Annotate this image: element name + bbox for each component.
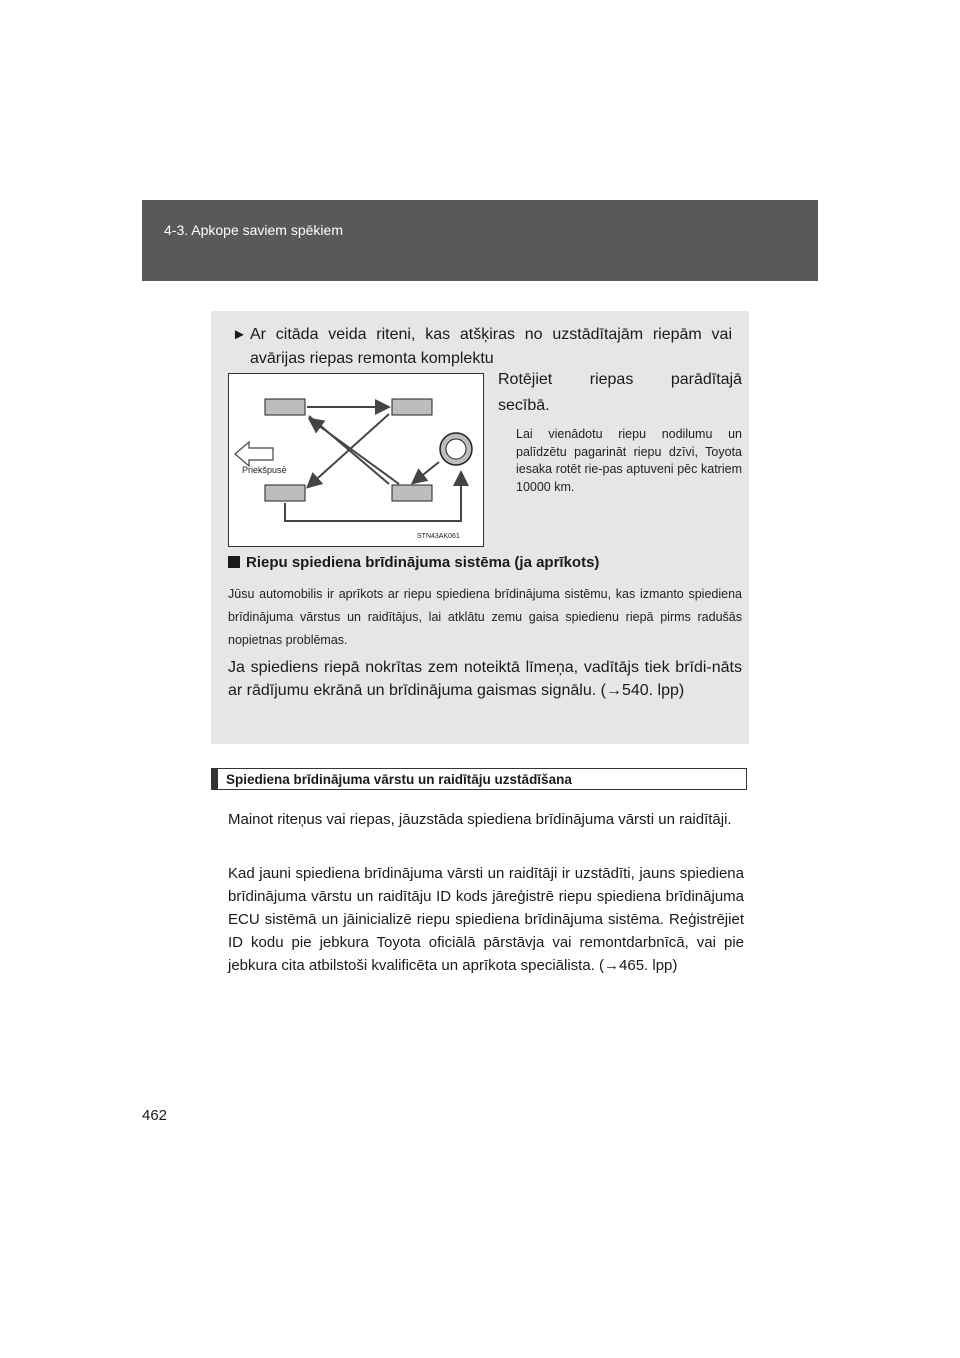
- header-band: [142, 200, 818, 281]
- triangle-bullet-icon: ►: [232, 326, 247, 343]
- arrow-spare-to-rr: [414, 462, 439, 482]
- bullet-item: [232, 323, 732, 371]
- body-paragraph-2: Kad jauni spiediena brīdinājuma vārsti un raidītāji ir uzstādīti, jauns spiediena brīdinājuma vārstu un raidītāju ID kods jāreģistrē riepu spiediena brīdinājuma ECU sistēmā un jāinicializē riepu spiediena brīdinājuma sistēma. Reģistrējiet ID kodu pie jebkura Toyota oficiālā pārstāvja vai remontdarbnīcā, vai pie jebkura cita atbilstoši kvalificēta un aprīkota speciālista. (→465. lpp): [228, 865, 744, 974]
- front-left-tire: [265, 399, 305, 415]
- rear-left-tire: [265, 485, 305, 501]
- arrow-rl-to-spare: [285, 474, 461, 521]
- rotation-instruction: [498, 367, 742, 419]
- rotation-diagram-svg: [229, 374, 483, 546]
- rotation-note: Lai vienādotu riepu nodilumu un palīdzētu pagarināt riepu dzīvi, Toyota iesaka rotēt rie-pas aptuveni pēc katriem 10000 km.: [516, 427, 742, 494]
- arrow-fr-to-rl: [309, 414, 389, 486]
- rotation-instruction-line2: secībā.: [498, 397, 550, 414]
- arrow-rr-to-fl: [311, 420, 399, 484]
- front-direction-arrow-icon: [235, 442, 273, 466]
- tpws-subheading-text: Riepu spiediena brīdinājuma sistēma (ja aprīkots): [246, 554, 600, 571]
- spare-tire-hub: [446, 439, 466, 459]
- tpws-description: Jūsu automobilis ir aprīkots ar riepu spiediena brīdinājuma sistēmu, kas izmanto spiediena brīdinājuma vārstus un raidītājus, lai atklātu zemu gaisa spiedienu riepā pirms radušās nopietnas problēmas.: [228, 587, 742, 647]
- tpws-warning-paragraph: Ja spiediens riepā nokrītas zem noteiktā līmeņa, vadītājs tiek brīdi-nāts ar rādījumu ekrānā un brīdinājuma gaismas signālu. (→540. lpp): [228, 659, 742, 699]
- front-right-tire: [392, 399, 432, 415]
- tpws-subheading: [228, 554, 599, 571]
- front-label: Priekšpusē: [242, 465, 287, 475]
- bullet-text: Ar citāda veida riteni, kas atšķiras no uzstādītajām riepām vai avārijas riepas remonta komplektu: [250, 326, 732, 367]
- square-bullet-icon: [228, 556, 240, 568]
- section-title: 4-3. Apkope saviem spēkiem: [164, 222, 343, 238]
- section-heading: Spiediena brīdinājuma vārstu un raidītāju uzstādīšana: [226, 772, 572, 787]
- diagram-code: STN43AK061: [417, 533, 460, 540]
- page-number: 462: [142, 1107, 168, 1124]
- tire-rotation-diagram: [228, 373, 484, 547]
- rear-right-tire: [392, 485, 432, 501]
- body-paragraph-1: Mainot riteņus vai riepas, jāuzstāda spiediena brīdinājuma vārsti un raidītāji.: [228, 811, 732, 828]
- section-heading-bar: [211, 768, 747, 790]
- rotation-instruction-line1: Rotējiet riepas parādītajā: [498, 371, 742, 388]
